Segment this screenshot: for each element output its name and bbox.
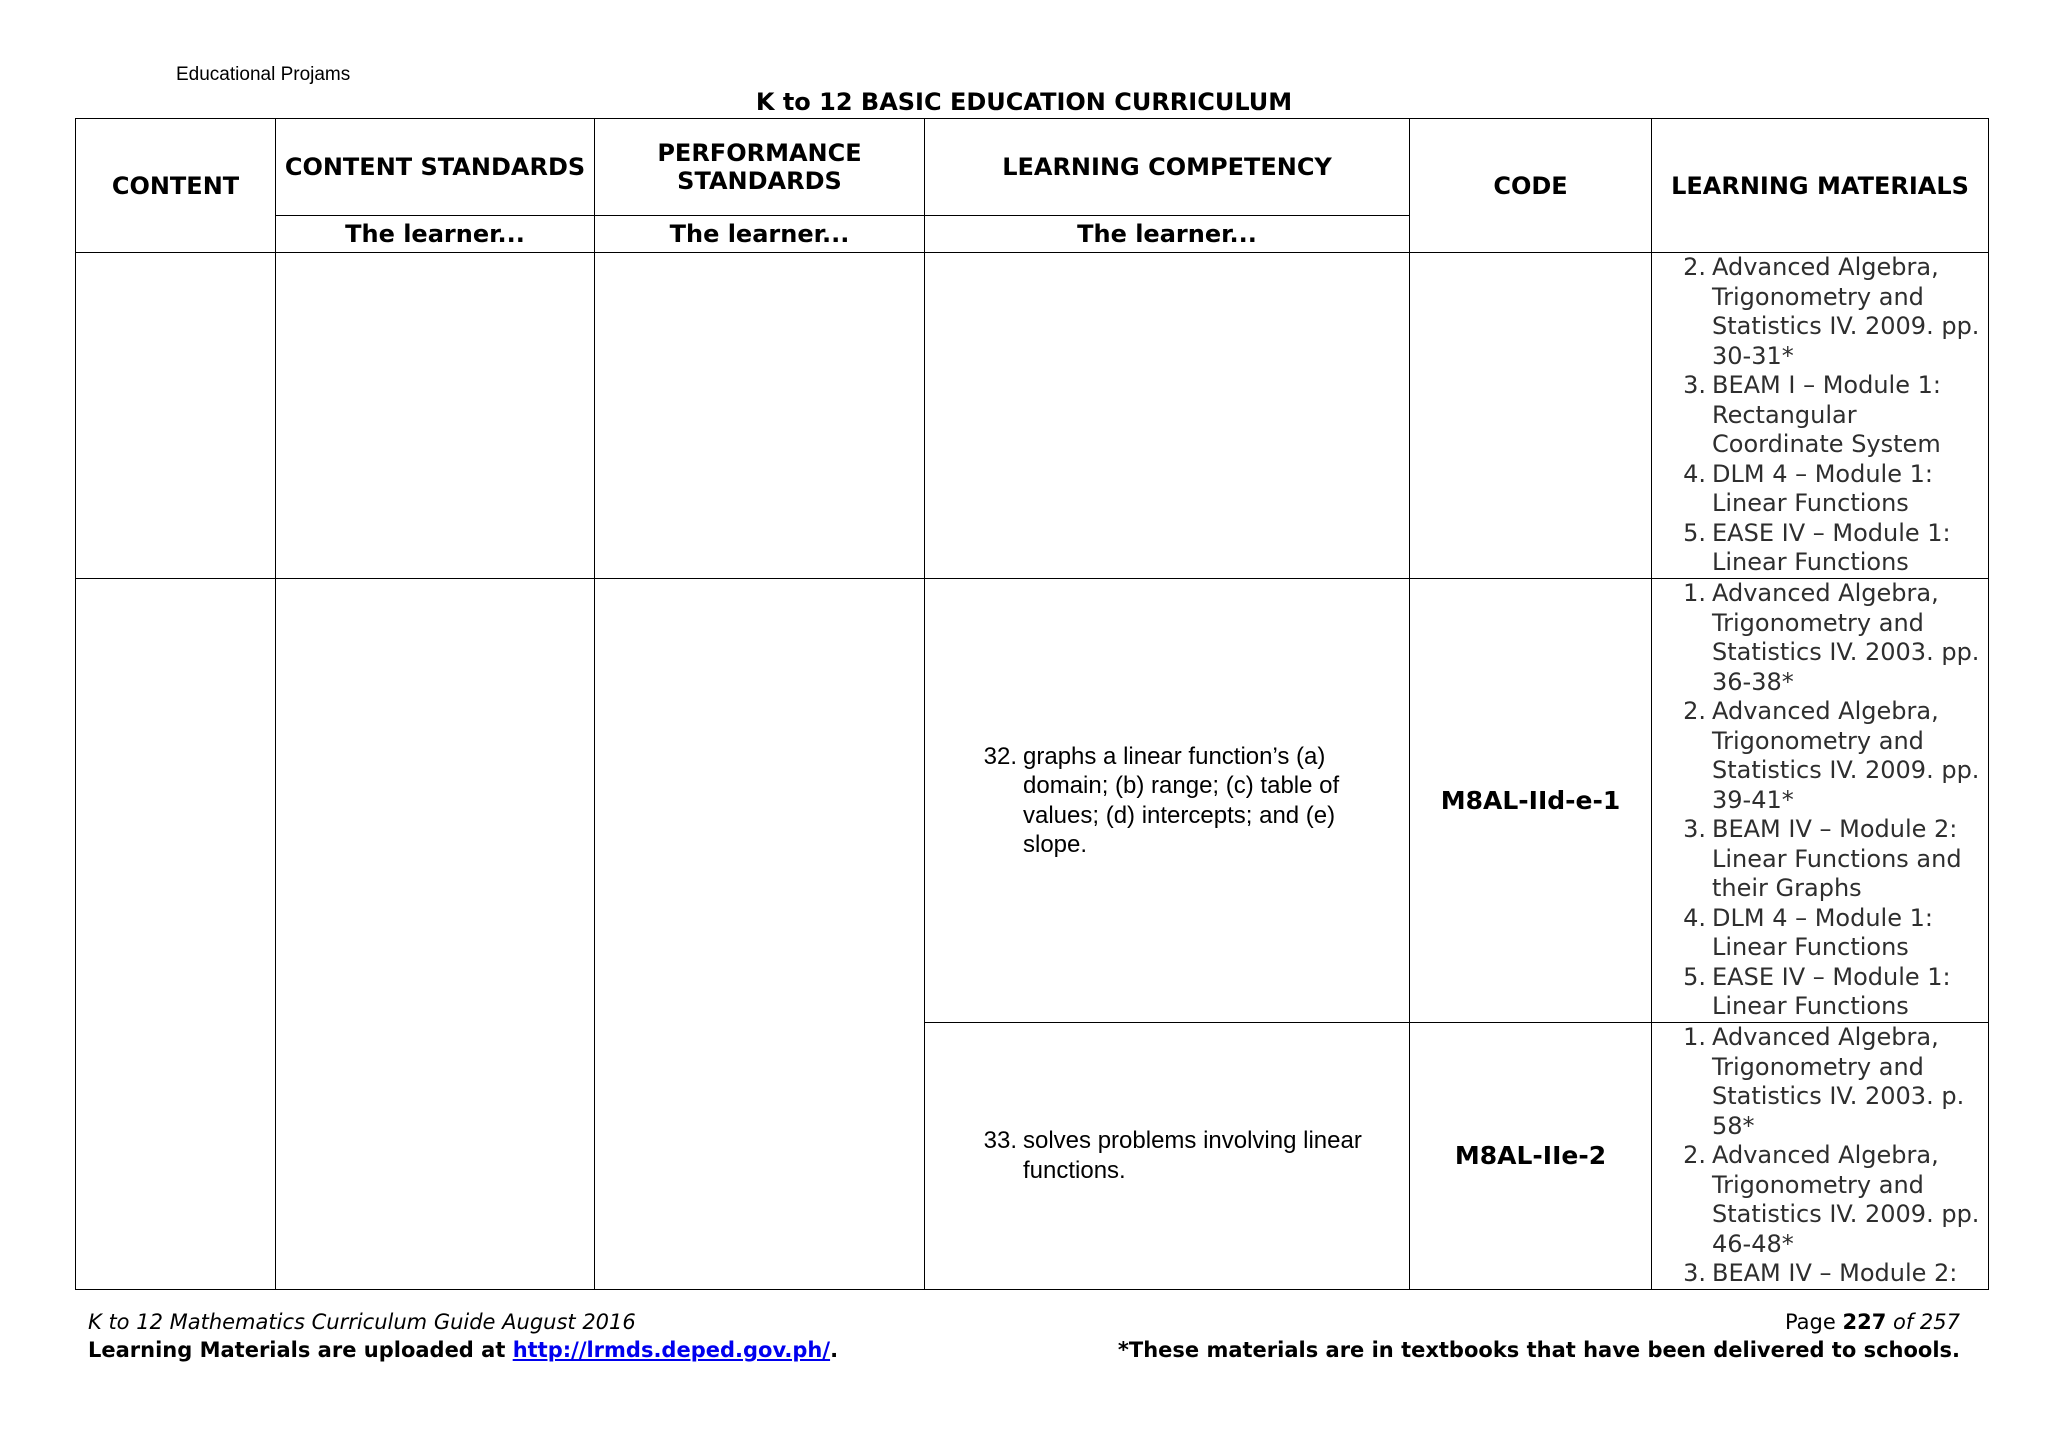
content-standards-cell — [276, 253, 595, 579]
performance-standards-cell — [595, 579, 925, 1290]
footer-left — [88, 1310, 838, 1362]
material-item: 4. DLM 4 – Module 1: Linear Functions — [1683, 459, 1933, 517]
learning-competency-cell — [925, 253, 1410, 579]
code-cell — [1410, 253, 1652, 579]
learning-materials-cell — [1652, 579, 1989, 1023]
upload-note: Learning Materials are uploaded at http://lrmds.deped.gov.ph/. — [88, 1338, 839, 1362]
curriculum-table — [75, 118, 1989, 1290]
lrmds-link[interactable]: http://lrmds.deped.gov.ph/ — [512, 1338, 831, 1362]
header-learner-2: The learner... — [595, 216, 925, 253]
header-learning-competency: LEARNING COMPETENCY — [925, 119, 1410, 216]
header-content-standards: CONTENT STANDARDS — [276, 119, 595, 216]
material-item: 1. Advanced Algebra, Trigonometry and Statistics IV. 2003. pp. 36-38* — [1683, 579, 1980, 696]
material-item: 1. Advanced Algebra, Trigonometry and Statistics IV. 2003. p. 58* — [1683, 1023, 1965, 1140]
header-learning-materials: LEARNING MATERIALS — [1652, 119, 1989, 253]
material-item: 2. Advanced Algebra, Trigonometry and Statistics IV. 2009. pp. 39-41* — [1683, 697, 1980, 814]
material-item: 2. Advanced Algebra, Trigonometry and Statistics IV. 2009. pp. 46-48* — [1683, 1141, 1980, 1258]
table-row — [76, 579, 1989, 1023]
header-learner-1: The learner... — [276, 216, 595, 253]
material-item: 2. Advanced Algebra, Trigonometry and Statistics IV. 2009. pp. 30-31* — [1683, 253, 1980, 370]
material-item: 5. EASE IV – Module 1: Linear Functions — [1683, 962, 1951, 1020]
content-cell — [76, 579, 276, 1290]
page-number: Page 227 of 257 — [1784, 1310, 1960, 1334]
footer-right — [1118, 1310, 1960, 1362]
performance-standards-cell — [595, 253, 925, 579]
header-code: CODE — [1410, 119, 1652, 253]
code-cell: M8AL-IId-e-1 — [1410, 579, 1652, 1023]
learning-materials-cell — [1652, 1023, 1989, 1290]
learning-competency-cell — [925, 1023, 1410, 1290]
competency-item: 32. graphs a linear function’s (a) domain; (b) range; (c) table of values; (d) intercepts; and (e) slope. — [983, 742, 1340, 858]
header-learner-3: The learner... — [925, 216, 1410, 253]
header-content: CONTENT — [76, 119, 276, 253]
material-item: 4. DLM 4 – Module 1: Linear Functions — [1683, 903, 1933, 961]
table-row — [76, 253, 1989, 579]
material-item: 3. BEAM I – Module 1: Rectangular Coordinate System — [1683, 371, 1941, 458]
guide-title: K to 12 Mathematics Curriculum Guide August 2016 — [88, 1310, 636, 1334]
content-cell — [76, 253, 276, 579]
content-standards-cell — [276, 579, 595, 1290]
competency-item: 33. solves problems involving linear functions. — [983, 1127, 1362, 1184]
textbook-note: *These materials are in textbooks that have been delivered to schools. — [1117, 1338, 1960, 1362]
material-item: 3. BEAM IV – Module 2: — [1683, 1259, 1958, 1287]
learning-competency-cell — [925, 579, 1410, 1023]
learning-materials-cell — [1652, 253, 1989, 579]
code-cell: M8AL-IIe-2 — [1410, 1023, 1652, 1290]
material-item: 5. EASE IV – Module 1: Linear Functions — [1683, 518, 1951, 576]
document-title: K to 12 BASIC EDUCATION CURRICULUM — [755, 88, 1293, 116]
header-performance-standards: PERFORMANCE STANDARDS — [595, 119, 925, 216]
material-item: 3. BEAM IV – Module 2: Linear Functions and their Graphs — [1683, 815, 1962, 902]
brand-text: Educational Projams — [176, 64, 351, 85]
